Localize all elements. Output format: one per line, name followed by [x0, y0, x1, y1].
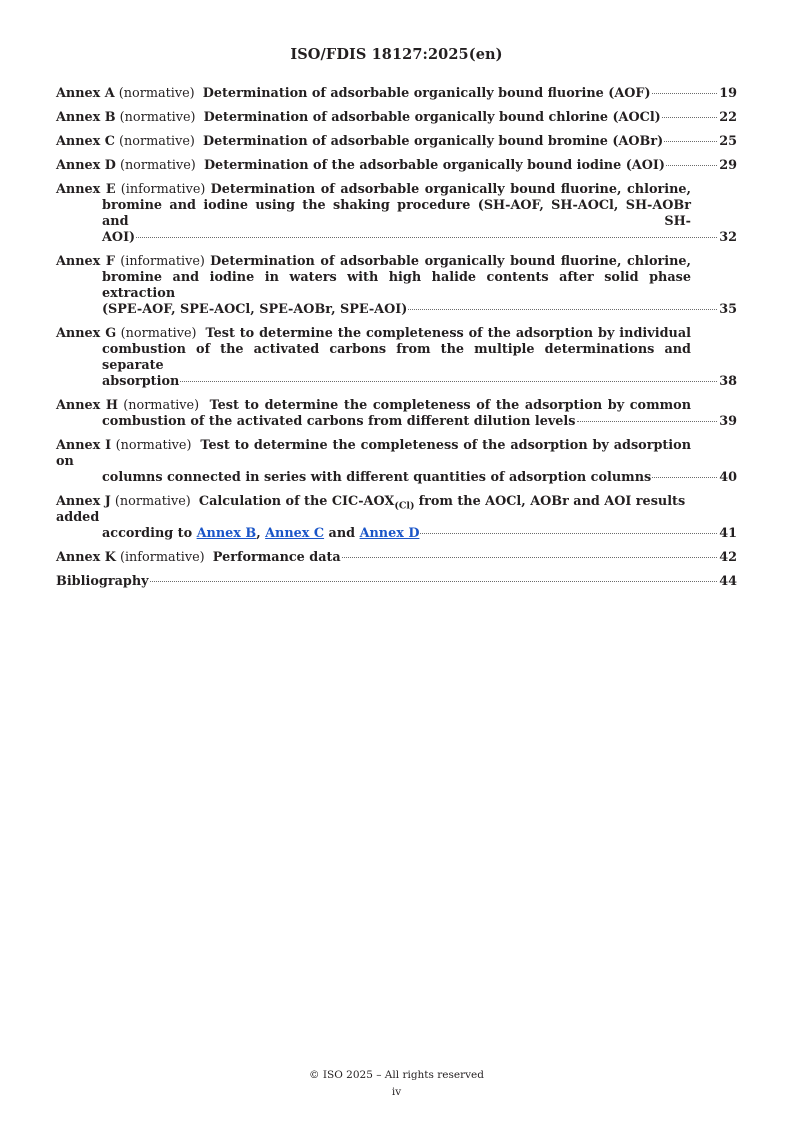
annex-title-post: from the AOCl, AOBr and AOI results added: [56, 494, 686, 525]
page-number: 44: [719, 574, 737, 589]
and-separator: and: [328, 526, 356, 541]
annex-title: Determination of adsorbable organically bound fluorine (AOF): [202, 86, 651, 101]
dot-leader: [652, 93, 718, 94]
toc-entry-annex-h[interactable]: [56, 398, 737, 430]
toc-entry-annex-b[interactable]: [56, 110, 737, 126]
annex-title-line-2: bromine and iodine in waters with high halide contents after solid phase extraction: [102, 270, 691, 301]
copyright-notice: © ISO 2025 – All rights reserved: [309, 1069, 484, 1081]
annex-type: (normative): [119, 110, 196, 125]
table-of-contents: [56, 86, 737, 598]
toc-entry-annex-j[interactable]: [56, 494, 737, 542]
annex-title: Performance data: [212, 550, 341, 565]
annex-title-line-2: combustion of the activated carbons from the multiple determinations and separate: [102, 342, 691, 373]
annex-type: (normative): [123, 398, 200, 413]
annex-title-pre: Calculation of the CIC-AOX: [198, 494, 395, 509]
dot-leader: [664, 141, 717, 142]
annex-type: (informative): [120, 182, 206, 197]
annex-label: Annex A: [56, 86, 115, 101]
annex-title-line-3: AOI): [102, 230, 136, 245]
page-number: 29: [719, 158, 737, 173]
dot-leader: [180, 381, 717, 382]
annex-type: (normative): [120, 326, 197, 341]
annex-label: Annex I: [56, 438, 112, 453]
annex-d-link[interactable]: Annex D: [359, 526, 420, 541]
page-number: 40: [719, 470, 737, 485]
page-number: 35: [719, 302, 737, 317]
annex-title-line-2: columns connected in series with different quantities of adsorption columns: [102, 470, 652, 485]
annex-title-line-2: bromine and iodine using the shaking procedure (SH-AOF, SH-AOCl, SH-AOBr and SH-: [102, 198, 691, 229]
toc-entry-annex-d[interactable]: [56, 158, 737, 174]
annex-type: (normative): [119, 158, 196, 173]
page-number: 41: [719, 526, 737, 541]
toc-entry-bibliography[interactable]: [56, 574, 737, 590]
annex-label: Annex H: [56, 398, 119, 413]
bibliography-title: Bibliography: [56, 574, 149, 589]
dot-leader: [662, 117, 717, 118]
page-number: 39: [719, 414, 737, 429]
annex-type: (normative): [115, 438, 192, 453]
page-number: 42: [719, 550, 737, 565]
page-number: 25: [719, 134, 737, 149]
toc-entry-annex-e[interactable]: [56, 182, 737, 246]
dot-leader: [342, 557, 717, 558]
dot-leader: [408, 309, 717, 310]
annex-type: (normative): [118, 86, 195, 101]
annex-label: Annex F: [56, 254, 115, 269]
annex-label: Annex C: [56, 134, 115, 149]
annex-title-line-1: Test to determine the completeness of the adsorption by individual: [205, 326, 691, 341]
annex-type: (normative): [119, 134, 195, 149]
dot-leader: [652, 477, 717, 478]
annex-b-link[interactable]: Annex B: [196, 526, 257, 541]
annex-title-line-1: Determination of adsorbable organically bound fluorine, chlorine,: [210, 254, 691, 269]
document-header: ISO/FDIS 18127:2025(en): [290, 46, 503, 63]
annex-title-subscript: (Cl): [394, 500, 415, 512]
comma-separator: ,: [256, 526, 261, 541]
toc-entry-annex-i[interactable]: [56, 438, 737, 486]
annex-title-line-3: (SPE-AOF, SPE-AOCl, SPE-AOBr, SPE-AOI): [102, 302, 408, 317]
annex-title: Determination of the adsorbable organically bound iodine (AOI): [203, 158, 665, 173]
toc-entry-annex-k[interactable]: [56, 550, 737, 566]
page-footer: [0, 1067, 793, 1101]
footer-page-number: iv: [391, 1086, 402, 1098]
annex-label: Annex J: [56, 494, 111, 509]
annex-label: Annex E: [56, 182, 116, 197]
annex-title-line-1: Test to determine the completeness of the adsorption by common: [209, 398, 691, 413]
page-number: 32: [719, 230, 737, 245]
annex-title-line-1: Determination of adsorbable organically bound fluorine, chlorine,: [210, 182, 691, 197]
annex-label: Annex G: [56, 326, 117, 341]
annex-title-line-2: combustion of the activated carbons from different dilution levels: [102, 414, 576, 429]
page-number: 19: [719, 86, 737, 101]
dot-leader: [150, 581, 718, 582]
annex-title-line-1: Test to determine the completeness of the adsorption by adsorption on: [56, 438, 692, 469]
annex-title: Determination of adsorbable organically bound bromine (AOBr): [203, 134, 664, 149]
annex-type: (informative): [119, 550, 205, 565]
annex-label: Annex K: [56, 550, 116, 565]
toc-entry-annex-g[interactable]: [56, 326, 737, 390]
annex-title-line-2-pre: according to: [102, 526, 193, 541]
annex-type: (normative): [114, 494, 191, 509]
dot-leader: [420, 533, 717, 534]
toc-entry-annex-a[interactable]: [56, 86, 737, 102]
page-number: 38: [719, 374, 737, 389]
toc-entry-annex-c[interactable]: [56, 134, 737, 150]
annex-label: Annex B: [56, 110, 116, 125]
annex-c-link[interactable]: Annex C: [265, 526, 325, 541]
dot-leader: [577, 421, 718, 422]
dot-leader: [666, 165, 717, 166]
annex-type: (informative): [120, 254, 205, 269]
annex-label: Annex D: [56, 158, 116, 173]
toc-entry-annex-f[interactable]: [56, 254, 737, 318]
dot-leader: [136, 237, 717, 238]
annex-title-line-3: absorption: [102, 374, 180, 389]
annex-title: Determination of adsorbable organically bound chlorine (AOCl): [203, 110, 661, 125]
page-number: 22: [719, 110, 737, 125]
